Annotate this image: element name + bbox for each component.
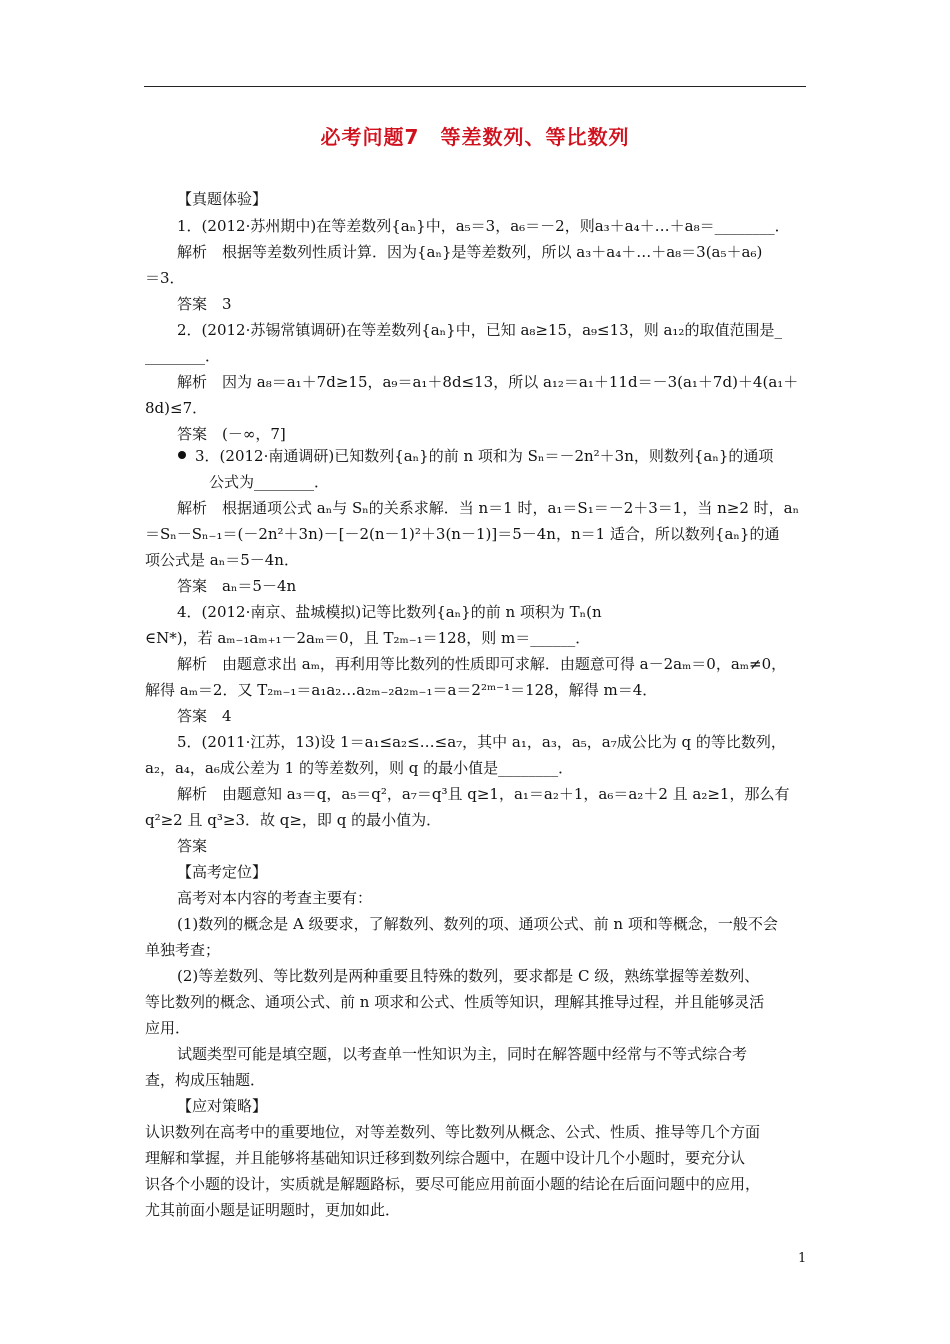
text-line: 认识数列在高考中的重要地位，对等差数列、等比数列从概念、公式、性质、推导等几个方面 xyxy=(145,1123,761,1141)
text-line: 答案 aₙ＝5－4n xyxy=(177,577,297,595)
text-line: 理解和掌握，并且能够将基础知识迁移到数列综合题中，在题中设计几个小题时，要充分认 xyxy=(145,1149,746,1167)
text-line: (1)数列的概念是 A 级要求，了解数列、数列的项、通项公式、前 n 项和等概念，一般不会 xyxy=(177,915,778,933)
text-line: 识各个小题的设计，实质就是解题路标，要尽可能应用前面小题的结论在后面问题中的应用， xyxy=(145,1175,761,1193)
text-line: 1．(2012·苏州期中)在等差数列{aₙ}中，a₅＝3，a₆＝－2，则a₃＋a₄＋…＋a₈＝________． xyxy=(177,217,790,235)
text-line: a₂，a₄，a₆成公差为 1 的等差数列，则 q 的最小值是________． xyxy=(145,759,574,777)
text-line: 4．(2012·南京、盐城模拟)记等比数列{aₙ}的前 n 项积为 Tₙ(n xyxy=(177,603,602,621)
page-number: 1 xyxy=(798,1251,807,1266)
text-line: 解析 由题意求出 aₘ，再利用等比数列的性质即可求解．由题意可得 a－2aₘ＝0，aₘ≠0， xyxy=(177,655,787,673)
text-line: 等比数列的概念、通项公式、前 n 项求和公式、性质等知识，理解其推导过程，并且能够灵活 xyxy=(145,993,765,1011)
text-line: 解析 根据通项公式 aₙ与 Sₙ的关系求解．当 n＝1 时，a₁＝S₁＝－2＋3＝1，当 n≥2 时，aₙ xyxy=(177,499,800,517)
text-line: 解得 aₘ＝2．又 T₂ₘ₋₁＝a₁a₂…a₂ₘ₋₂a₂ₘ₋₁＝a＝2²ᵐ⁻¹＝128，解得 m＝4． xyxy=(145,681,658,699)
text-line: ∈N*)，若 aₘ₋₁aₘ₊₁－2aₘ＝0，且 T₂ₘ₋₁＝128，则 m＝______． xyxy=(145,629,591,647)
text-line: 3．(2012·南通调研)已知数列{aₙ}的前 n 项和为 Sₙ＝－2n²＋3n，则数列{aₙ}的通项 xyxy=(195,447,774,465)
text-line: q²≥2 且 q³≥3．故 q≥，即 q 的最小值为． xyxy=(145,811,442,829)
text-line: 5．(2011·江苏，13)设 1＝a₁≤a₂≤…≤a₇，其中 a₁，a₃，a₅，a₇成公比为 q 的等比数列， xyxy=(177,733,786,751)
section-heading: 【高考定位】 xyxy=(177,863,268,881)
text-line: 单独考查； xyxy=(145,941,221,959)
text-line: ＝3． xyxy=(145,269,185,287)
text-line: 解析 因为 a₈＝a₁＋7d≥15，a₉＝a₁＋8d≤13，所以 a₁₂＝a₁＋11d＝－3(a₁＋7d)＋4(a₁＋ xyxy=(177,373,799,391)
bullet-dot xyxy=(178,451,186,459)
text-line: 8d)≤7． xyxy=(145,399,208,417)
text-line: 项公式是 aₙ＝5－4n． xyxy=(145,551,299,569)
text-line: 查，构成压轴题． xyxy=(145,1071,266,1089)
text-line: 答案 xyxy=(177,837,208,855)
text-line: 答案 3 xyxy=(177,295,232,313)
page-title: 必考问题7 等差数列、等比数列 xyxy=(320,125,630,149)
section-heading: 【应对策略】 xyxy=(177,1097,268,1115)
text-line: 解析 由题意知 a₃＝q，a₅＝q²，a₇＝q³且 q≥1，a₁＝a₂＋1，a₆＝a₂＋2 且 a₂≥1，那么有 xyxy=(177,785,790,803)
text-line: (2)等差数列、等比数列是两种重要且特殊的数列，要求都是 C 级，熟练掌握等差数列、 xyxy=(177,967,760,985)
text-line: 公式为________． xyxy=(209,473,330,491)
section-heading: 【真题体验】 xyxy=(177,190,268,208)
text-line: 2．(2012·苏锡常镇调研)在等差数列{aₙ}中，已知 a₈≥15，a₉≤13，则 a₁₂的取值范围是_ xyxy=(177,321,782,339)
text-line: 应用． xyxy=(145,1019,191,1037)
text-line: ＝Sₙ－Sₙ₋₁＝(－2n²＋3n)－[－2(n－1)²＋3(n－1)]＝5－4n，n＝1 适合，所以数列{aₙ}的通 xyxy=(145,525,780,543)
text-line: 尤其前面小题是证明题时，更加如此． xyxy=(145,1201,401,1219)
text-line: 试题类型可能是填空题，以考查单一性知识为主，同时在解答题中经常与不等式综合考 xyxy=(177,1045,748,1063)
text-line: ________． xyxy=(145,347,221,365)
text-line: 答案 (－∞，7] xyxy=(177,425,286,443)
text-line: 解析 根据等差数列性质计算．因为{aₙ}是等差数列，所以 a₃＋a₄＋…＋a₈＝3(a₅＋a₆) xyxy=(177,243,763,261)
text-line: 高考对本内容的考查主要有： xyxy=(177,889,373,907)
header-rule xyxy=(144,86,806,87)
text-line: 答案 4 xyxy=(177,707,232,725)
